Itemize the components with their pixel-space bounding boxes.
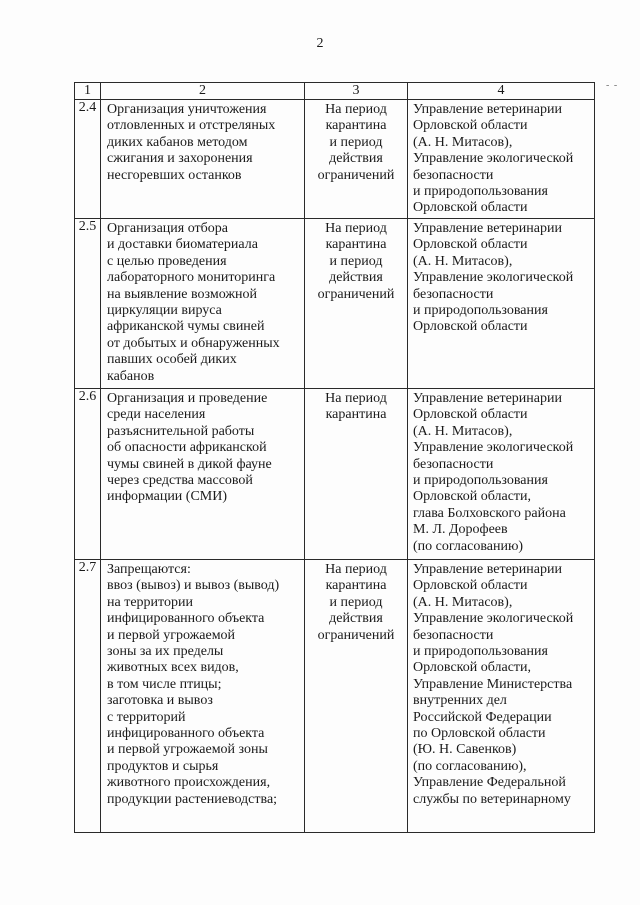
resp-line: и природопользования [413,184,548,200]
period-line: карантина [325,118,387,134]
resp-line: Управление экологической [413,270,574,286]
row-number: 2.7 [75,560,101,833]
desc-line: заготовка и вывоз [107,693,213,709]
period-line: ограничений [317,167,395,183]
desc-line: павших особей диких [107,352,237,368]
period-line: и период [329,594,383,610]
table-row [75,389,595,560]
resp-line: Орловской области, [413,489,532,505]
period-line: ограничений [317,286,395,302]
desc-line: инфицированного объекта [107,726,265,742]
desc-line: Организация отбора [107,221,228,236]
table-row [75,219,595,389]
measure-description [101,219,305,389]
header-cell-2: 2 [101,83,305,100]
period-line: карантина [325,578,387,594]
resp-line: по Орловской области [413,726,546,742]
resp-line: Российской Федерации [413,709,552,725]
resp-line: Орловской области [413,237,528,253]
desc-line: на выявление возможной [107,286,258,302]
resp-line: безопасности [413,456,494,472]
desc-line: циркуляции вируса [107,303,222,319]
desc-line: от добытых и обнаруженных [107,335,280,351]
resp-line: Орловской области [413,118,528,134]
measure-description [101,100,305,219]
desc-line: среди населения [107,407,206,423]
resp-line: Управление Министерства [413,676,573,692]
resp-line: Управление ветеринарии [413,102,562,117]
resp-line: М. Л. Дорофеев [413,522,508,538]
desc-line: диких кабанов методом [107,134,248,150]
row-number: 2.6 [75,389,101,560]
resp-line: Управление ветеринарии [413,391,562,406]
desc-line: и доставки биоматериала [107,237,258,253]
measure-period [305,560,408,833]
period-line: и период [329,134,383,150]
desc-line: зоны за их пределы [107,644,224,660]
desc-line: в том числе птицы; [107,676,222,692]
desc-line: животных всех видов, [107,660,239,676]
period-line: На период [325,102,387,117]
header-cell-4: 4 [408,83,595,100]
resp-line: глава Болховского района [413,505,566,521]
measure-period [305,219,408,389]
period-line: и период [329,253,383,269]
desc-line: несгоревших останков [107,167,242,183]
desc-line: ввоз (вывоз) и вывоз (вывод) [107,578,280,594]
responsible-parties [408,100,595,219]
period-line: На период [325,391,387,406]
resp-line: Орловской области, [413,660,532,676]
desc-line: с целью проведения [107,253,227,269]
resp-line: и природопользования [413,303,548,319]
period-line: действия [329,151,383,167]
resp-line: внутренних дел [413,693,507,709]
resp-line: (А. Н. Митасов), [413,423,513,439]
period-line: На период [325,221,387,236]
period-line: действия [329,270,383,286]
resp-line: Управление ветеринарии [413,562,562,577]
resp-line: службы по ветеринарному [413,791,571,807]
resp-line: и природопользования [413,473,548,489]
measure-period [305,389,408,560]
row-number: 2.5 [75,219,101,389]
resp-line: Орловской области [413,407,528,423]
resp-line: и природопользования [413,644,548,660]
measure-period [305,100,408,219]
desc-line: и первой угрожаемой зоны [107,742,268,758]
resp-line: (А. Н. Митасов), [413,594,513,610]
desc-line: сжигания и захоронения [107,151,253,167]
desc-line: африканской чумы свиней [107,319,265,335]
resp-line: Орловской области [413,319,528,335]
resp-line: Орловской области [413,200,528,216]
measure-description [101,560,305,833]
header-cell-3: 3 [305,83,408,100]
resp-line: безопасности [413,167,494,183]
resp-line: Управление экологической [413,151,574,167]
resp-line: (Ю. Н. Савенков) [413,742,517,758]
period-line: ограничений [317,627,395,643]
desc-line: Организация и проведение [107,391,268,406]
edge-mark: - - [606,80,619,91]
page-number: 2 [316,36,324,51]
desc-line: и первой угрожаемой [107,627,236,643]
desc-line: с территорий [107,709,186,725]
responsible-parties [408,389,595,560]
desc-line: кабанов [107,368,155,384]
resp-line: Управление экологической [413,440,574,456]
desc-line: Запрещаются: [107,562,191,577]
desc-line: Организация уничтожения [107,102,267,117]
row-number: 2.4 [75,100,101,219]
desc-line: разъяснительной работы [107,423,255,439]
period-line: карантина [325,237,387,253]
desc-line: инфицированного объекта [107,611,265,627]
measures-table [74,82,595,833]
desc-line: об опасности африканской [107,440,267,456]
header-cell-1: 1 [75,83,101,100]
resp-line: безопасности [413,286,494,302]
desc-line: информации (СМИ) [107,489,228,505]
resp-line: (по согласованию) [413,538,524,554]
desc-line: продукции растениеводства; [107,791,278,807]
resp-line: (А. Н. Митасов), [413,134,513,150]
resp-line: Управление ветеринарии [413,221,562,236]
table-row [75,100,595,219]
desc-line: через средства массовой [107,473,253,489]
period-line: На период [325,562,387,577]
desc-line: отловленных и отстреляных [107,118,276,134]
resp-line: (по согласованию), [413,758,527,774]
desc-line: чумы свиней в дикой фауне [107,456,272,472]
responsible-parties [408,560,595,833]
resp-line: Управление экологической [413,611,574,627]
table-header-row [75,83,595,100]
resp-line: Управление Федеральной [413,775,566,791]
responsible-parties [408,219,595,389]
resp-line: Орловской области [413,578,528,594]
period-line: карантина [325,407,387,423]
resp-line: безопасности [413,627,494,643]
desc-line: лабораторного мониторинга [107,270,276,286]
desc-line: на территории [107,594,193,610]
desc-line: животного происхождения, [107,775,271,791]
resp-line: (А. Н. Митасов), [413,253,513,269]
measure-description [101,389,305,560]
table-row [75,560,595,833]
desc-line: продуктов и сырья [107,758,219,774]
period-line: действия [329,611,383,627]
